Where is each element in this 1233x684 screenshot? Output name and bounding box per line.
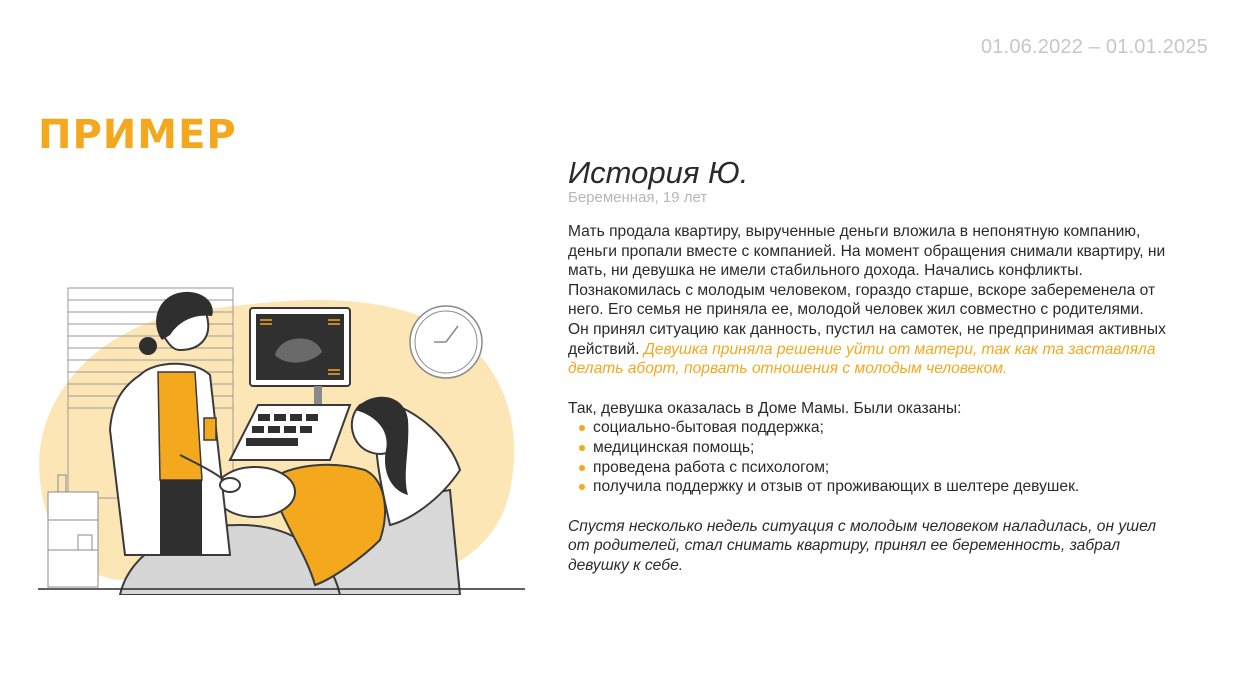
- support-list-item: проведена работа с психологом;: [578, 458, 1168, 478]
- date-range: 01.06.2022 – 01.01.2025: [980, 36, 1208, 58]
- ultrasound-scene-illustration: [30, 280, 530, 595]
- story-highlight: Девушка приняла решение уйти от матери, так как та заставляла делать аборт, порвать отношения с молодым человеком.: [568, 340, 1156, 378]
- support-list-item: медицинская помощь;: [578, 438, 1168, 458]
- story-title: История Ю.: [568, 155, 749, 190]
- story-subtitle: Беременная, 19 лет: [568, 189, 708, 206]
- story-paragraph-text: Мать продала квартиру, вырученные деньги вложила в непонятную компанию, деньги пропали вместе с компанией. На момент обращения снимали квартиру, ни мать, ни девушка не имели стабильного дохода. Начались конфликты. Познакомилась с молодым человеком, гораздо старше, вскоре забеременела от него. Его семья не приняла ее, молодой человек жил совместно с родителями. Он принял ситуацию как данность, пустил на самотек, не предпринимая активных действий.: [568, 223, 1166, 358]
- story-paragraph: [568, 222, 1168, 379]
- story-content: [568, 155, 1168, 576]
- support-list: [568, 418, 1168, 496]
- story-outcome: Спустя несколько недель ситуация с молодым человеком наладилась, он ушел от родителей, стал снимать квартиру, принял ее беременность, забрал девушку к себе.: [568, 517, 1157, 574]
- support-list-item: получила поддержку и отзыв от проживающих в шелтере девушек.: [578, 477, 1168, 497]
- support-intro: Так, девушка оказалась в Доме Мамы. Были оказаны:: [568, 399, 962, 417]
- support-list-item: социально-бытовая поддержка;: [578, 418, 1168, 438]
- section-title: ПРИМЕР: [38, 112, 237, 158]
